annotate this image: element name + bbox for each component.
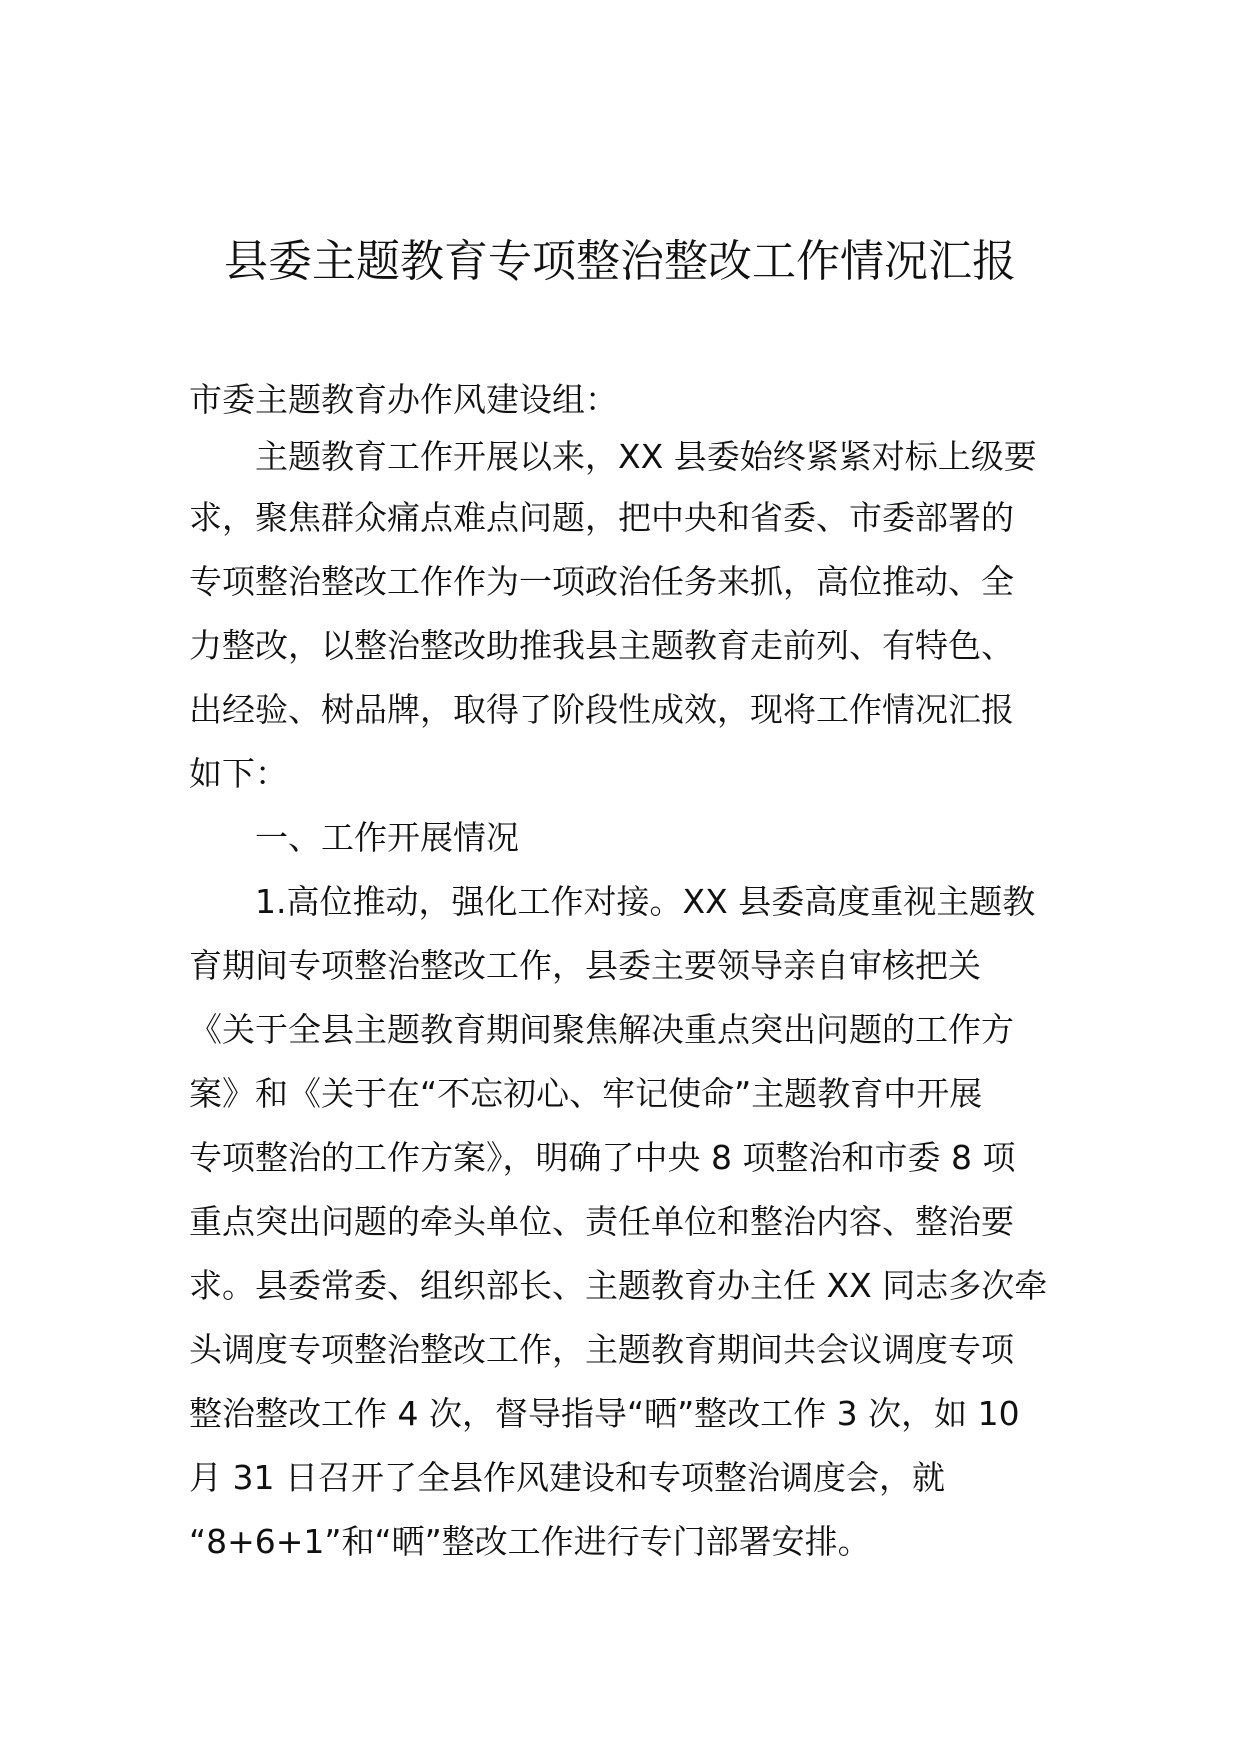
paragraph-line: 《关于全县主题教育期间聚焦解决重点突出问题的工作方 <box>189 1010 1014 1049</box>
salutation: 市委主题教育办作风建设组： <box>189 380 618 419</box>
paragraph-line: 求，聚焦群众痛点难点问题，把中央和省委、市委部署的 <box>189 498 1014 537</box>
paragraph-line: 月 31 日召开了全县作风建设和专项整治调度会，就 <box>189 1458 945 1497</box>
paragraph-line: 专项整治整改工作作为一项政治任务来抓，高位推动、全 <box>189 562 1014 601</box>
paragraph-line: 求。县委常委、组织部长、主题教育办主任 XX 同志多次牵 <box>189 1266 1048 1305</box>
paragraph-line: 案》和《关于在“不忘初心、牢记使命”主题教育中开展 <box>189 1074 983 1113</box>
paragraph-line: 主题教育工作开展以来，XX 县委始终紧紧对标上级要 <box>255 437 1037 476</box>
section-heading: 一、工作开展情况 <box>255 818 519 857</box>
paragraph-line: 如下： <box>189 754 288 793</box>
paragraph-line: 重点突出问题的牵头单位、责任单位和整治内容、整治要 <box>189 1202 1014 1241</box>
document-title: 县委主题教育专项整治整改工作情况汇报 <box>224 236 1016 287</box>
paragraph-line: 专项整治的工作方案》，明确了中央 8 项整治和市委 8 项 <box>189 1138 1016 1177</box>
paragraph-line: 整治整改工作 4 次，督导指导“晒”整改工作 3 次，如 10 <box>189 1394 1020 1433</box>
paragraph-line: 力整改，以整治整改助推我县主题教育走前列、有特色、 <box>189 626 1014 665</box>
paragraph-line: 头调度专项整治整改工作，主题教育期间共会议调度专项 <box>189 1330 1014 1369</box>
paragraph-line: 育期间专项整治整改工作，县委主要领导亲自审核把关 <box>189 946 981 985</box>
paragraph-line: 出经验、树品牌，取得了阶段性成效，现将工作情况汇报 <box>189 690 1014 729</box>
paragraph-line: “8+6+1”和“晒”整改工作进行专门部署安排。 <box>189 1522 871 1561</box>
paragraph-line: 1.高位推动，强化工作对接。XX 县委高度重视主题教 <box>255 882 1036 921</box>
